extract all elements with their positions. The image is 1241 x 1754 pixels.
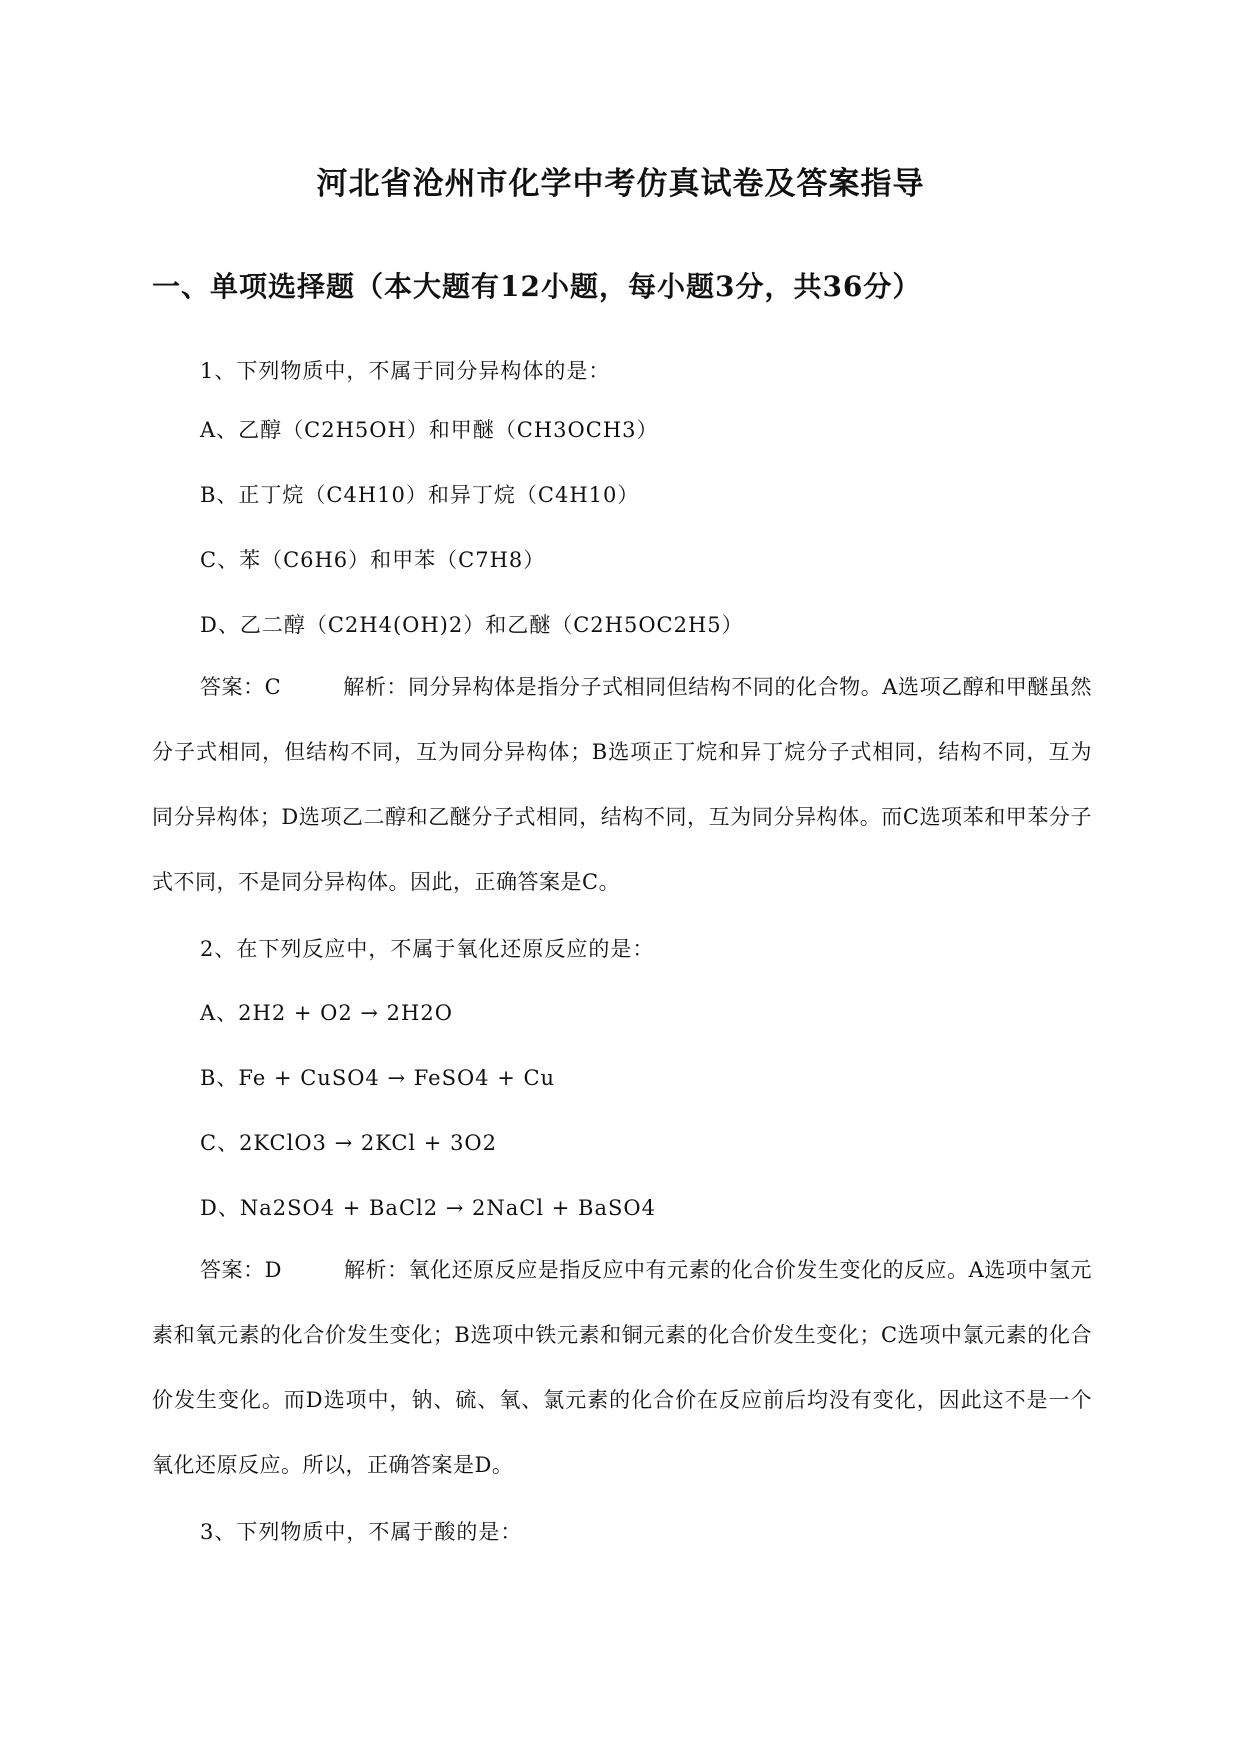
question-1-answer-block <box>152 655 1092 915</box>
question-1-option-a: A、乙醇（C2H5OH）和甲醚（CH3OCH3） <box>200 418 659 442</box>
question-2-answer-block <box>152 1238 1092 1498</box>
section-heading: 一、单项选择题（本大题有12小题，每小题3分，共36分） <box>152 270 922 303</box>
question-1-stem: 1、下列物质中，不属于同分异构体的是： <box>200 359 611 383</box>
question-2-answer: 答案：D <box>200 1258 282 1282</box>
question-1-option-c: C、苯（C6H6）和甲苯（C7H8） <box>200 548 546 572</box>
question-2-option-b: B、Fe + CuSO4 → FeSO4 + Cu <box>200 1066 556 1090</box>
question-2-analysis: 解析：氧化还原反应是指反应中有元素的化合价发生变化的反应。A选项中氢元素和氧元素的化合价发生变化；B选项中铁元素和铜元素的化合价发生变化；C选项中氯元素的化合价发生变化。而D选项中，钠、硫、氧、氯元素的化合价在反应前后均没有变化，因此这不是一个氧化还原反应。所以，正确答案是D。 <box>152 1258 1092 1477</box>
question-3-stem: 3、下列物质中，不属于酸的是： <box>200 1520 523 1544</box>
question-1-analysis: 解析：同分异构体是指分子式相同但结构不同的化合物。A选项乙醇和甲醚虽然分子式相同，但结构不同，互为同分异构体；B选项正丁烷和异丁烷分子式相同，结构不同，互为同分异构体；D选项乙二醇和乙醚分子式相同，结构不同，互为同分异构体。而C选项苯和甲苯分子式不同，不是同分异构体。因此，正确答案是C。 <box>152 675 1092 894</box>
document-title: 河北省沧州市化学中考仿真试卷及答案指导 <box>316 166 925 202</box>
question-2-option-c: C、2KClO3 → 2KCl + 3O2 <box>200 1131 498 1155</box>
question-1-option-d: D、乙二醇（C2H4(OH)2）和乙醚（C2H5OC2H5） <box>200 613 744 637</box>
question-2-option-d: D、Na2SO4 + BaCl2 → 2NaCl + BaSO4 <box>200 1196 656 1220</box>
question-1-answer: 答案：C <box>200 675 282 699</box>
question-1-option-b: B、正丁烷（C4H10）和异丁烷（C4H10） <box>200 483 640 507</box>
question-2-option-a: A、2H2 + O2 → 2H2O <box>200 1001 453 1025</box>
question-2-stem: 2、在下列反应中，不属于氧化还原反应的是： <box>200 937 655 961</box>
